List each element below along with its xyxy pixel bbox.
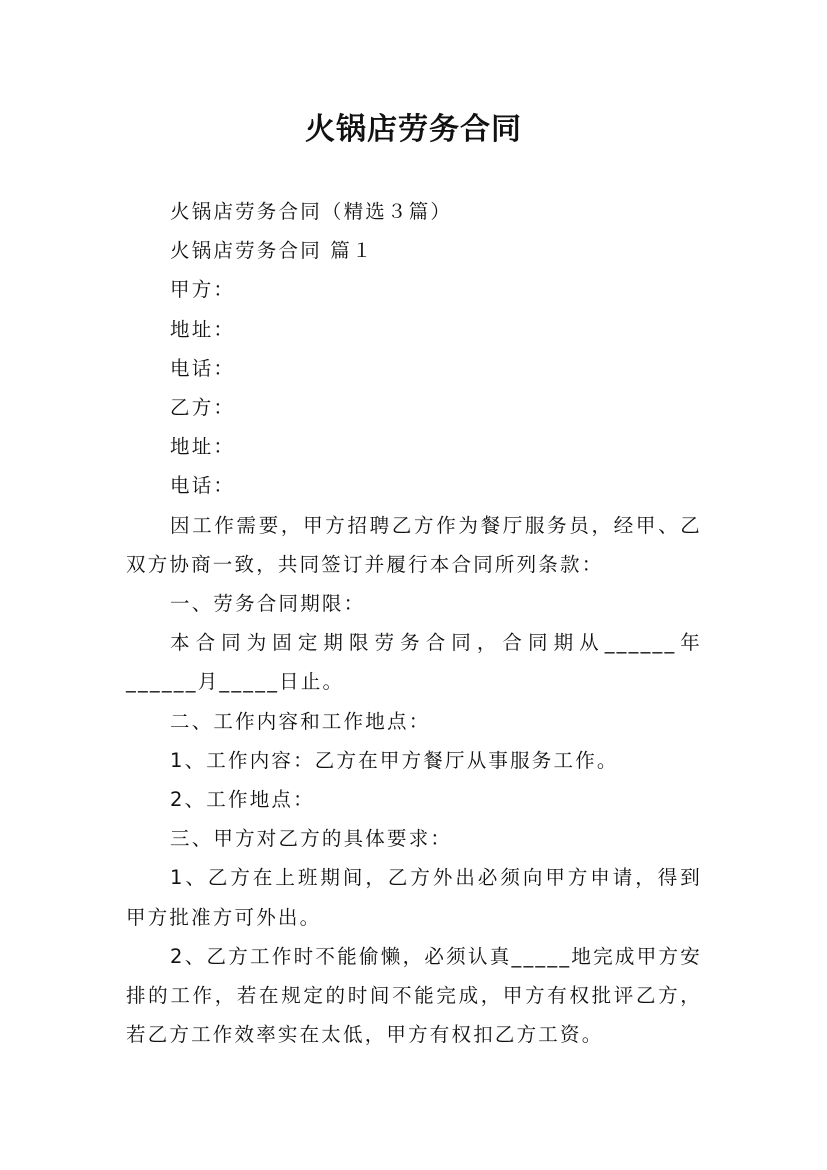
subtitle: 火锅店劳务合同（精选３篇） [170, 200, 453, 223]
intro-paragraph: 因工作需要，甲方招聘乙方作为餐厅服务员，经甲、乙双方协商一致，共同签订并履行本合同所列条款： [126, 513, 702, 576]
work-content-paragraph: 1、工作内容：乙方在甲方餐厅从事服务工作。 [170, 748, 619, 772]
document-title: 火锅店劳务合同 [305, 112, 522, 147]
clause-heading-term: 一、劳务合同期限： [170, 592, 366, 616]
party-b-phone-label: 电话： [170, 474, 236, 498]
requirement-1-paragraph: 1、乙方在上班期间，乙方外出必须向甲方申请，得到甲方批准方可外出。 [126, 866, 702, 929]
party-b-label: 乙方： [170, 396, 236, 420]
clause-heading-requirements: 三、甲方对乙方的具体要求： [170, 827, 453, 851]
party-a-address-label: 地址： [170, 317, 236, 341]
term-paragraph: 本合同为固定期限劳务合同，合同期从______年______月_____日止。 [126, 631, 702, 694]
party-a-phone-label: 电话： [170, 356, 236, 380]
requirement-2-paragraph: 2、乙方工作时不能偷懒，必须认真_____地完成甲方安排的工作，若在规定的时间不能完成，甲方有权批评乙方，若乙方工作效率实在太低，甲方有权扣乙方工资。 [126, 944, 702, 1047]
party-b-address-label: 地址： [170, 435, 236, 459]
clause-heading-work: 二、工作内容和工作地点： [170, 709, 431, 733]
work-location-paragraph: 2、工作地点： [170, 788, 315, 812]
document-body [126, 192, 702, 1054]
section-heading: 火锅店劳务合同 篇１ [170, 239, 374, 263]
party-a-label: 甲方： [170, 278, 236, 302]
